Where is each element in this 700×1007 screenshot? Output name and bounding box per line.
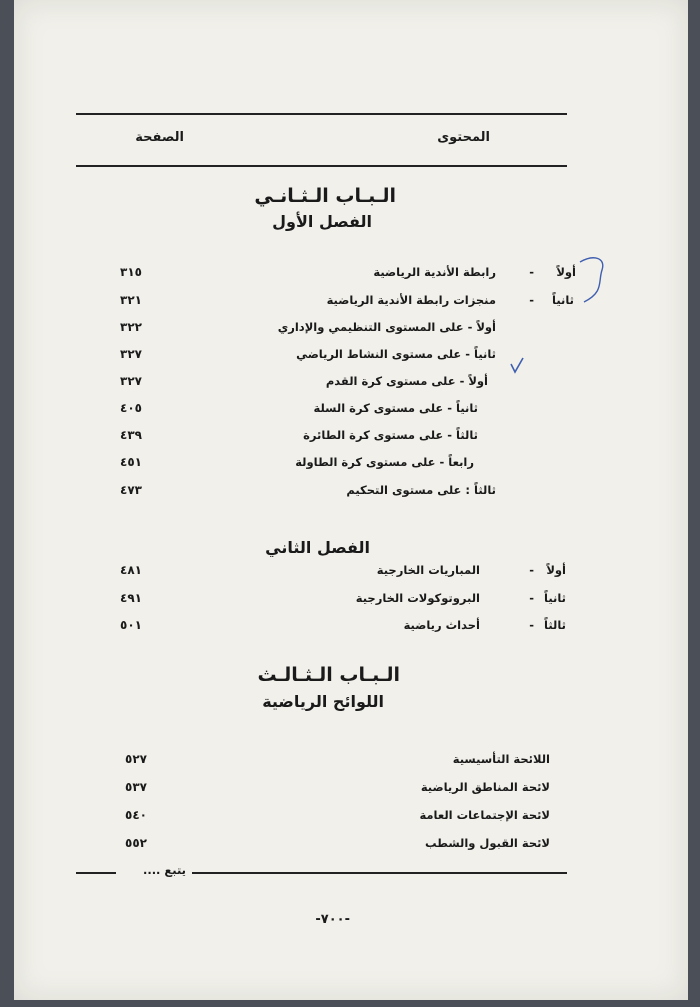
toc-row-title: المباريات الخارجية: [376, 563, 480, 577]
bracket-pen-mark: [574, 252, 624, 312]
toc-row-title: رابطة الأندية الرياضية: [373, 265, 496, 279]
toc-row-title: رابعاً - على مستوى كرة الطاولة: [295, 455, 474, 469]
toc-row-title: لائحة الإجتماعات العامة: [419, 808, 550, 822]
toc-row-title: البروتوكولات الخارجية: [355, 591, 480, 605]
toc-row-title: ثالثاً - على مستوى كرة الطائرة: [303, 428, 478, 442]
check-pen-mark: [508, 356, 528, 378]
toc-row-dash: -: [529, 618, 534, 632]
toc-row-page: ٣٢٧: [120, 374, 142, 388]
toc-row-title: لائحة المناطق الرياضية: [420, 780, 550, 794]
toc-row-dash: -: [529, 265, 534, 279]
toc-row-title: ثانياً - على مستوى النشاط الرياضي: [296, 347, 496, 361]
document-page: [14, 0, 688, 1000]
toc-row-page: ٣٢٢: [120, 320, 142, 334]
continued-label: يتبع ....: [142, 863, 186, 877]
toc-row-title: أولاً - على مستوى كرة القدم: [325, 374, 488, 388]
page-number: -٧٠٠-: [315, 912, 350, 927]
toc-row-page: ٤٠٥: [120, 401, 142, 415]
toc-row-page: ٣٢١: [120, 293, 142, 307]
toc-row-title: اللائحة التأسيسية: [452, 752, 550, 766]
content-column-label: المحتوى: [437, 130, 490, 145]
toc-row-page: ٥٣٧: [125, 780, 147, 794]
toc-row-page: ٤٥١: [120, 455, 142, 469]
toc-row-page: ٤٧٣: [120, 483, 142, 497]
footer-rule-left: [76, 872, 116, 874]
toc-row-label: ثالثاً: [544, 618, 566, 632]
toc-row-title: لائحة القبول والشطب: [424, 836, 550, 850]
toc-row-page: ٥٥٢: [125, 836, 147, 850]
part-two-title: الـبـاب الـثـانـي: [254, 185, 396, 207]
toc-row-title: أحداث رياضية: [403, 618, 480, 632]
toc-row-dash: -: [529, 591, 534, 605]
chapter-one-title: الفصل الأول: [272, 212, 372, 231]
toc-row-page: ٤٩١: [120, 591, 142, 605]
toc-row-dash: -: [529, 563, 534, 577]
header-top-rule: [76, 113, 567, 115]
part-three-title: الـبـاب الـثـالـث: [257, 664, 400, 686]
toc-row-page: ٣٢٧: [120, 347, 142, 361]
toc-row-title: ثانياً - على مستوى كرة السلة: [313, 401, 478, 415]
toc-row-title: منجزات رابطة الأندية الرياضية: [326, 293, 496, 307]
toc-row-label: أولاً: [546, 563, 566, 577]
toc-row-label: ثانياً: [552, 293, 574, 307]
header-bottom-rule: [76, 165, 567, 167]
toc-row-page: ٤٨١: [120, 563, 142, 577]
toc-row-page: ٥٢٧: [125, 752, 147, 766]
toc-row-page: ٥٠١: [120, 618, 142, 632]
toc-row-label: ثانياً: [544, 591, 566, 605]
toc-row-page: ٥٤٠: [125, 808, 147, 822]
toc-row-page: ٤٣٩: [120, 428, 142, 442]
toc-row-title: أولاً - على المستوى التنظيمي والإداري: [277, 320, 496, 334]
page-column-label: الصفحة: [135, 130, 184, 145]
part-three-subtitle: اللوائح الرياضية: [262, 692, 384, 711]
toc-row-label: أولاً: [556, 265, 576, 279]
toc-row-dash: -: [529, 293, 534, 307]
chapter-two-title: الفصل الثاني: [265, 538, 370, 557]
footer-rule-right: [192, 872, 567, 874]
toc-row-page: ٣١٥: [120, 265, 142, 279]
toc-row-title: ثالثاً : على مستوى التحكيم: [346, 483, 496, 497]
